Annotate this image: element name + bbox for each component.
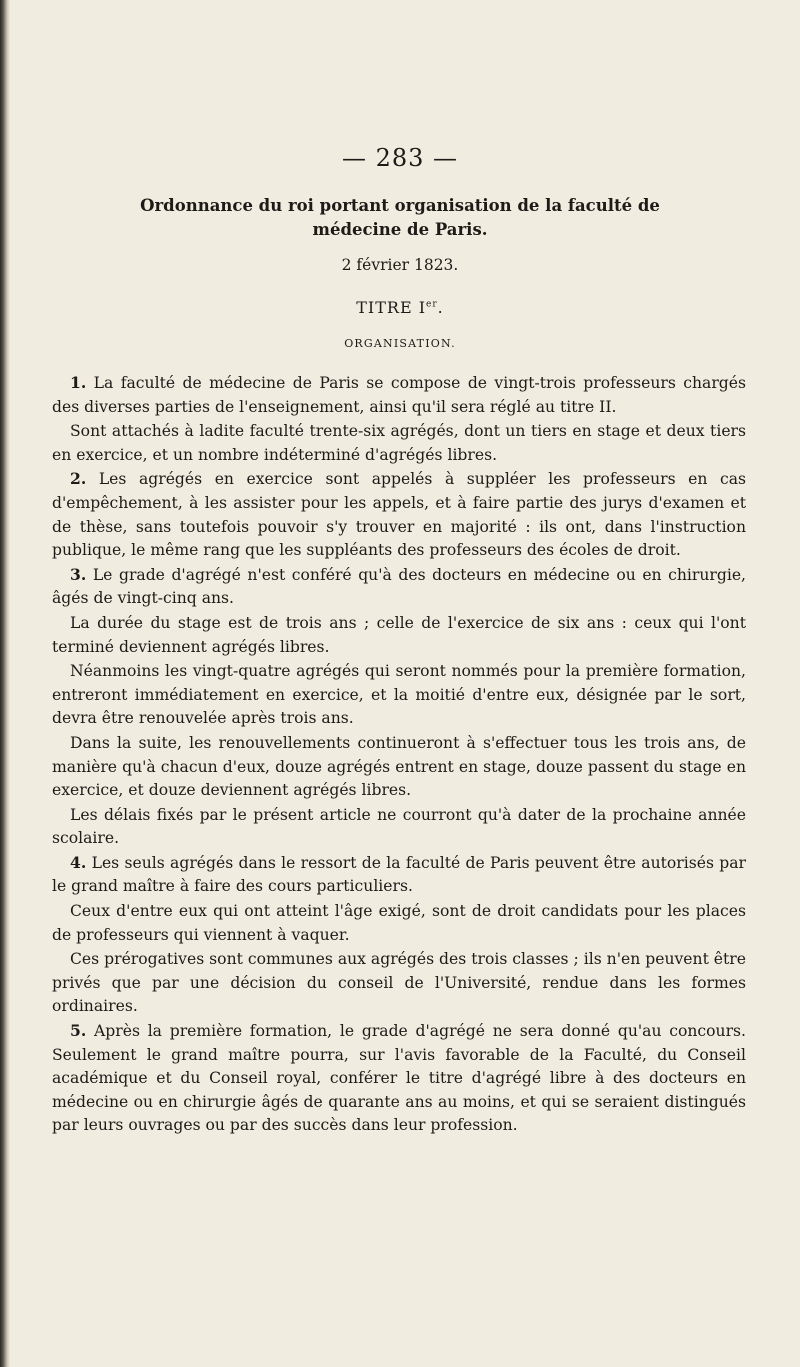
article-number: 1. [70,373,87,392]
paragraph [52,1019,746,1138]
paragraph [52,899,746,947]
paragraph [52,803,746,851]
title-superscript: er [426,299,438,310]
heading-line-1: Ordonnance du roi portant organisation de la faculté de [140,196,660,215]
paragraph [52,947,746,1019]
paragraph [52,467,746,562]
article-number: 4. [70,852,87,872]
paragraph-text: Ceux d'entre eux qui ont atteint l'âge exigé, sont de droit candidats pour les places de professeurs qui viennent à vaquer. [52,902,746,944]
title-main: TITRE I [356,298,427,317]
page-number: — 283 — [341,144,459,172]
heading-line-2: médecine de Paris. [312,220,488,239]
title-heading [40,298,760,317]
body-text [52,371,746,1138]
paragraph-text: Ces prérogatives sont communes aux agrégés des trois classes ; ils n'en peuvent être privés que par une décision du conseil de l'Université, rendue dans les formes ordinaires. [52,950,746,1016]
document-date: 2 février 1823. [341,256,459,274]
paragraph-text: Le grade d'agrégé n'est conféré qu'à des docteurs en médecine ou en chirurgie, âgés de vingt-cinq ans. [52,565,746,608]
document-heading [40,194,760,242]
title-dot: . [437,298,444,317]
paragraph [52,851,746,899]
paragraph [52,371,746,419]
paragraph-text: Les délais fixés par le présent article ne courront qu'à dater de la prochaine année scolaire. [52,805,746,848]
paragraph-text: Après la première formation, le grade d'agrégé ne sera donné qu'au concours. Seulement le grand maître pourra, sur l'avis favorable de la Faculté, du Conseil académique et du Conseil royal, conférer le titre d'agrégé libre à des docteurs en médecine ou en chirurgie âgés de quarante ans au moins, et qui se seraient distingués par leurs ouvrages ou par des succès dans leur profession. [52,1022,746,1135]
paragraph-text: Sont attachés à ladite faculté trente-six agrégés, dont un tiers en stage et deux tiers en exercice, et un nombre indéterminé d'agrégés libres. [52,422,746,464]
paragraph-text: Les seuls agrégés dans le ressort de la faculté de Paris peuvent être autorisés par le grand maître à faire des cours particuliers. [52,853,746,896]
paragraph [52,563,746,611]
article-number: 3. [70,564,87,584]
paragraph [52,611,746,659]
paragraph-text: Dans la suite, les renouvellements continueront à s'effectuer tous les trois ans, de manière qu'à chacun d'eux, douze agrégés entrent en stage, douze passent du stage en exercice, et douze deviennent agrégés libres. [52,733,746,800]
paragraph [52,731,746,803]
paragraph-text: Les agrégés en exercice sont appelés à suppléer les professeurs en cas d'empêchement, à les assister pour les appels, et à faire partie des jurys d'examen et de thèse, sans toutefois pouvoir s'y trouver en majorité : ils ont, dans l'instruction publique, le même rang que les suppléants des professeurs des écoles de droit. [52,470,746,560]
document-page [40,0,760,1367]
paragraph [52,419,746,467]
paragraph-text: La durée du stage est de trois ans ; celle de l'exercice de six ans : ceux qui l'ont terminé deviennent agrégés libres. [52,613,746,656]
section-heading: ORGANISATION. [344,337,456,350]
page-binding-edge [0,0,10,1367]
paragraph-text: Néanmoins les vingt-quatre agrégés qui seront nommés pour la première formation, entreront immédiatement en exercice, et la moitié d'entre eux, désignée par le sort, devra être renouvelée après trois ans. [52,662,746,728]
article-number: 5. [70,1021,87,1041]
article-number: 2. [70,469,87,489]
paragraph [52,659,746,731]
paragraph-text: La faculté de médecine de Paris se compose de vingt-trois professeurs chargés des diverses parties de l'enseignement, ainsi qu'il sera réglé au titre II. [52,374,746,416]
